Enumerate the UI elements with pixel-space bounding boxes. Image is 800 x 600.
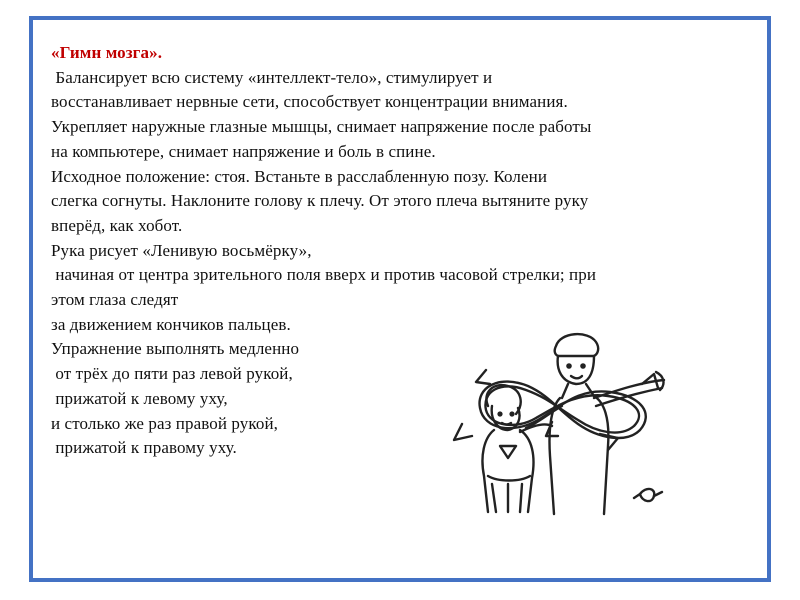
text-line: прижатой к правому уху. [51,438,237,458]
text-line: начиная от центра зрительного поля вверх и против часовой стрелки; при [51,265,597,285]
text-line: на компьютере, снимает напряжение и боль в спине. [51,141,436,161]
text-line: от трёх до пяти раз левой рукой, [51,364,293,384]
candy-icon [634,489,662,501]
text-line: слегка согнуты. Наклоните голову к плечу. От этого плеча вытяните руку [51,191,589,211]
text-line: Балансирует всю систему «интеллект-тело», стимулирует и [51,67,493,87]
text-line: и столько же раз правой рукой, [51,413,279,433]
text-line: вперёд, как хобот. [51,215,183,235]
text-line: восстанавливает нервные сети, способствует концентрации внимания. [51,92,568,112]
text-line: Исходное положение: стоя. Встаньте в расслабленную позу. Колени [51,166,548,186]
lazy-eight-exercise-illustration [428,326,668,516]
text-line: прижатой к левому уху, [51,388,228,408]
slide-title: «Гимн мозга». [51,43,163,62]
text-line: Рука рисует «Ленивую восьмёрку», [51,240,312,260]
text-line: Упражнение выполнять медленно [51,339,300,359]
text-line: за движением кончиков пальцев. [51,314,291,334]
text-line: этом глаза следят [51,290,179,310]
text-line: Укрепляет наружные глазные мышцы, снимает напряжение после работы [51,117,592,137]
child-figure [482,385,552,512]
